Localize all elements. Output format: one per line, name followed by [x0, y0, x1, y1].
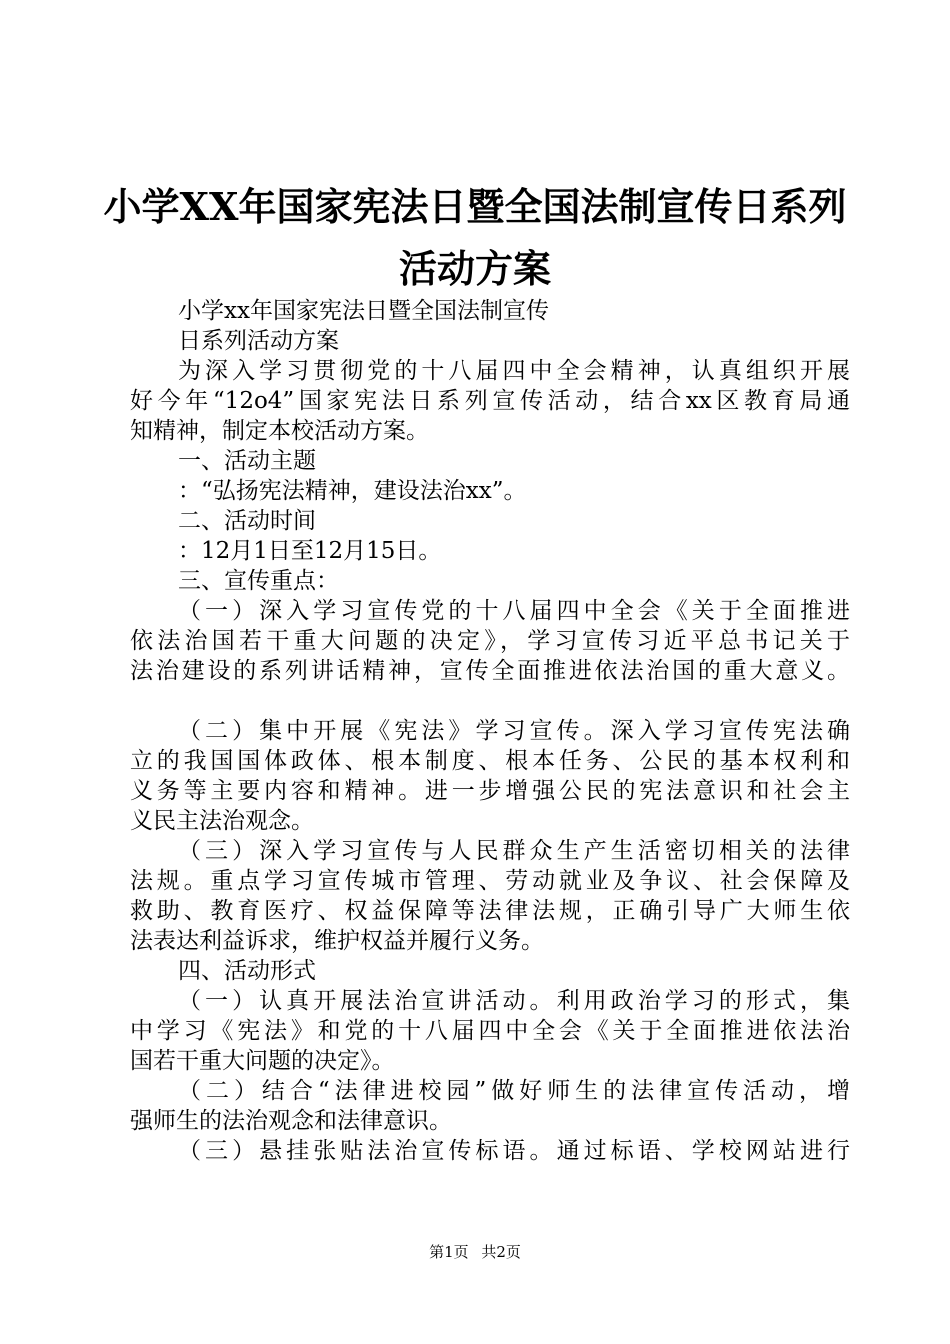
paragraph-line: ：“弘扬宪法精神，建设法治xx”。 — [178, 478, 527, 504]
paragraph-line: 法表达利益诉求，维护权益并履行义务。 — [130, 928, 544, 954]
paragraph-line: 法治建设的系列讲话精神，宣传全面推进依法治国的重大意义。 — [130, 658, 850, 684]
paragraph-line: 立的我国国体政体、根本制度、根本任务、公民的基本权利和 — [130, 748, 850, 774]
paragraph-line: 为深入学习贯彻党的十八届四中全会精神，认真组织开展 — [178, 358, 850, 384]
page-footer — [0, 1242, 950, 1262]
document-title-line-1: 小学XX年国家宪法日暨全国法制宣传日系列 — [103, 184, 847, 229]
paragraph-line: ：12月1日至12月15日。 — [178, 538, 442, 564]
paragraph-line: 国若干重大问题的决定》。 — [130, 1048, 395, 1074]
subtitle-line: 日系列活动方案 — [178, 328, 339, 354]
page-number-total: 共2页 — [481, 1243, 521, 1261]
paragraph-line: 知精神，制定本校活动方案。 — [130, 418, 429, 444]
paragraph-line: （二）集中开展《宪法》学习宣传。深入学习宣传宪法确 — [178, 718, 850, 744]
section-heading: 四、活动形式 — [178, 958, 316, 984]
paragraph-line: 救助、教育医疗、权益保障等法律法规，正确引导广大师生依 — [130, 898, 850, 924]
paragraph-line: 强师生的法治观念和法律意识。 — [130, 1108, 452, 1134]
section-heading: 三、宣传重点： — [178, 568, 339, 594]
section-heading: 二、活动时间 — [178, 508, 316, 534]
paragraph-line: （三）悬挂张贴法治宣传标语。通过标语、学校网站进行 — [178, 1138, 850, 1164]
paragraph-line: （三）深入学习宣传与人民群众生产生活密切相关的法律 — [178, 838, 850, 864]
blank-line — [130, 686, 850, 716]
paragraph-line: 义务等主要内容和精神。进一步增强公民的宪法意识和社会主 — [130, 778, 850, 804]
paragraph-line: 依法治国若干重大问题的决定》，学习宣传习近平总书记关于 — [130, 628, 850, 654]
paragraph-line: 义民主法治观念。 — [130, 808, 314, 834]
paragraph-line: 法规。重点学习宣传城市管理、劳动就业及争议、社会保障及 — [130, 868, 850, 894]
paragraph-line: 好今年“12o4”国家宪法日系列宣传活动，结合xx区教育局通 — [130, 388, 850, 414]
section-heading: 一、活动主题 — [178, 448, 316, 474]
subtitle-line: 小学xx年国家宪法日暨全国法制宣传 — [178, 298, 549, 324]
document-title-line-2: 活动方案 — [398, 246, 551, 291]
document-body — [130, 296, 850, 1166]
paragraph-line: （二）结合“法律进校园”做好师生的法律宣传活动，增 — [178, 1078, 850, 1104]
paragraph-line: 中学习《宪法》和党的十八届四中全会《关于全面推进依法治 — [130, 1018, 850, 1044]
page-number-current: 第1页 — [429, 1243, 469, 1261]
paragraph-line: （一）认真开展法治宣讲活动。利用政治学习的形式，集 — [178, 988, 850, 1014]
paragraph-line: （一）深入学习宣传党的十八届四中全会《关于全面推进 — [178, 598, 850, 624]
